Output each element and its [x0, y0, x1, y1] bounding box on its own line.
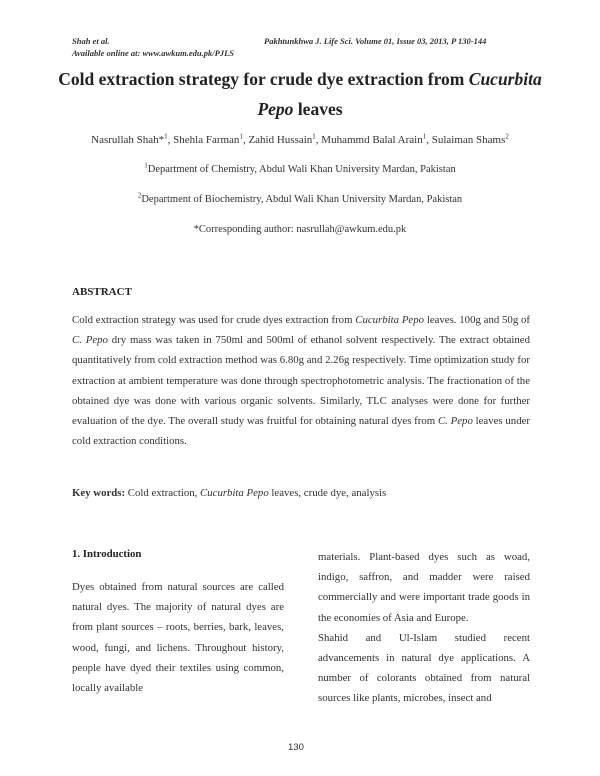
- affiliation-1: $^1$Department of Chemistry, Abdul Wali Khan University Mardan, Pakistan: [144, 161, 456, 175]
- author-list: Nasrullah Shah*$^1$, Shehla Farman$^1$, Zahid Hussain$^1$, Muhammd Balal Arain$^1$, Sulaiman Shams$^2$: [91, 132, 509, 146]
- corresponding-author: *Corresponding author: nasrullah@awkum.edu.pk: [193, 224, 407, 235]
- header-availability: [72, 48, 234, 58]
- page-number: 130: [288, 742, 304, 753]
- abstract-heading: ABSTRACT: [72, 286, 132, 298]
- keywords: Key words: Cold extraction, Cucurbita Pepo leaves, crude dye, analysis: [72, 487, 387, 499]
- availability-prefix: Available online at:: [72, 48, 143, 58]
- title-line-1: Cold extraction strategy for crude dye extraction from Cucurbita: [58, 69, 542, 89]
- title-line-2: Pepo leaves: [257, 99, 343, 119]
- intro-right-paragraph-1: materials. Plant-based dyes such as woad, indigo, saffron, and madder were raised commercially and were important trade goods in the economies of Asia and Europe.: [318, 551, 530, 624]
- header-journal: Pakhtunkhwa J. Life Sci. Volume 01, Issue 03, 2013, P 130-144: [264, 36, 487, 46]
- affiliation-2: $^2$Department of Biochemistry, Abdul Wali Khan University Mardan, Pakistan: [137, 191, 463, 205]
- abstract-body: Cold extraction strategy was used for crude dyes extraction from Cucurbita Pepo leaves. 100g and 50g of C. Pepo dry mass was taken in 750ml and 500ml of ethanol solvent respectively. The extract obtained quantitatively from cold extraction method was 6.80g and 2.26g respectively. Time optimization study for extraction at ambient temperature was done through spectrophotometric analysis. The fractionation of the obtained dye was done with various organic solvents. Similarly, TLC analyses were done for further evaluation of the dye. The overall study was fruitful for obtaining natural dyes from C. Pepo leaves under cold extraction conditions.: [72, 314, 530, 448]
- paper-title: [40, 64, 560, 124]
- intro-right-column: [318, 547, 530, 709]
- intro-right-paragraph-2: Shahid and Ul-Islam studied recent advancements in natural dye applications. A number of colorants obtained from natural sources like plants, microbes, insect and: [318, 631, 530, 705]
- availability-link[interactable]: www.awkum.edu.pk/PJLS: [142, 48, 234, 58]
- section-heading-introduction: 1. Introduction: [72, 548, 142, 560]
- intro-left-column: Dyes obtained from natural sources are called natural dyes. The majority of natural dyes are from plant sources – roots, berries, bark, leaves, wood, fungi, and lichens. Throughout history, people have dyed their textiles using common, locally available: [72, 581, 284, 695]
- header-authors: Shah et al.: [72, 36, 110, 46]
